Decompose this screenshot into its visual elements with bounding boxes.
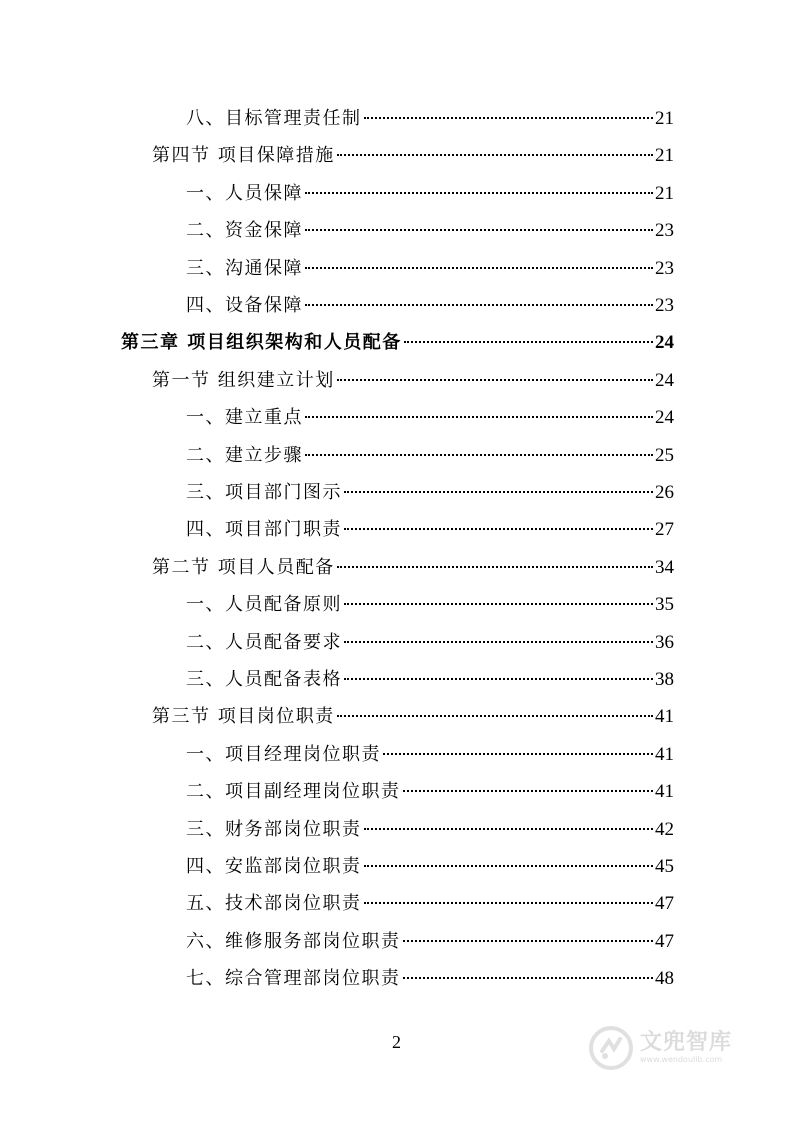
watermark [588,1022,758,1074]
toc-entry-label: 三、沟通保障 [186,257,303,279]
toc-entry[interactable] [186,631,674,655]
toc-dot-leader [404,341,653,343]
toc-entry-label: 三、财务部岗位职责 [186,818,362,840]
toc-entry-page: 47 [655,930,674,952]
toc-entry-label: 四、项目部门职责 [186,519,342,541]
toc-entry-label: 四、安监部岗位职责 [186,856,362,877]
toc-entry[interactable] [152,556,674,580]
toc-entry-label: 三、项目部门图示 [186,482,342,503]
toc-dot-leader [344,491,653,493]
toc-entry-page: 36 [655,631,674,653]
toc-entry-page: 24 [655,369,674,391]
toc-entry-page: 21 [655,182,674,204]
toc-entry[interactable] [186,818,674,842]
toc-entry-page: 24 [655,332,674,354]
toc-dot-leader [403,790,654,792]
toc-dot-leader [403,940,654,942]
toc-entry[interactable] [186,743,674,767]
toc-entry-label: 八、目标管理责任制 [186,108,362,129]
toc-entry-label: 一、建立重点 [186,407,303,429]
toc-dot-leader [305,304,653,306]
toc-entry-page: 35 [655,594,674,616]
toc-entry-label: 第三节 项目岗位职责 [152,706,335,728]
toc-entry[interactable] [186,518,674,542]
toc-entry-label: 一、人员配备原则 [186,594,342,616]
toc-dot-leader [364,902,654,904]
toc-dot-leader [364,865,654,867]
toc-entry[interactable] [186,930,674,954]
toc-dot-leader [337,566,653,568]
toc-entry[interactable] [121,331,674,355]
toc-entry-label: 第四节 项目保障措施 [152,145,335,167]
toc-entry[interactable] [186,406,674,430]
toc-entry-page: 42 [655,818,674,840]
toc-entry-page: 21 [655,145,674,167]
toc-entry-page: 23 [655,295,674,316]
toc-dot-leader [305,416,653,418]
toc-entry-label: 七、综合管理部岗位职责 [186,968,401,990]
toc-dot-leader [344,603,653,605]
toc-entry-label: 第一节 组织建立计划 [152,369,335,391]
watermark-name: 文兜智库 [640,1030,733,1055]
toc-entry-label: 二、项目副经理岗位职责 [186,781,401,803]
toc-entry[interactable] [186,257,674,281]
toc-entry-label: 三、人员配备表格 [186,669,342,690]
toc-entry-label: 第三章 项目组织架构和人员配备 [121,332,402,354]
toc-entry[interactable] [186,182,674,206]
toc-dot-leader [305,192,653,194]
toc-entry[interactable] [186,444,674,468]
toc-entry-label: 第二节 项目人员配备 [152,556,335,578]
toc-entry-page: 41 [655,743,674,765]
toc-entry-page: 25 [655,444,674,466]
toc-entry-page: 24 [655,407,674,429]
toc-entry[interactable] [186,107,674,131]
toc-entry[interactable] [186,481,674,505]
toc-dot-leader [344,641,653,643]
toc-entry-page: 27 [655,519,674,541]
toc-dot-leader [337,715,653,717]
toc-entry[interactable] [152,369,674,393]
toc-dot-leader [383,753,653,755]
toc-dot-leader [305,454,653,456]
toc-entry[interactable] [186,219,674,243]
toc-entry-label: 五、技术部岗位职责 [186,893,362,915]
watermark-url: www.wendoulib.com [640,1055,723,1064]
toc-entry-page: 34 [655,556,674,578]
toc-entry[interactable] [186,668,674,692]
toc-entry-label: 一、人员保障 [186,182,303,204]
toc-entry[interactable] [186,855,674,879]
toc-dot-leader [337,379,653,381]
page-number: 2 [392,1032,401,1052]
toc-entry[interactable] [186,593,674,617]
toc-entry-page: 47 [655,893,674,915]
toc-entry[interactable] [152,144,674,168]
toc-entry-page: 21 [655,108,674,129]
toc-entry-page: 26 [655,482,674,503]
toc-entry-label: 二、人员配备要求 [186,631,342,653]
toc-entry-label: 一、项目经理岗位职责 [186,743,381,765]
toc-dot-leader [305,267,653,269]
toc-dot-leader [364,117,654,119]
toc-entry-page: 23 [655,220,674,242]
toc-entry-label: 四、设备保障 [186,295,303,316]
toc-dot-leader [364,828,654,830]
toc-entry-label: 二、建立步骤 [186,444,303,466]
toc-entry-page: 45 [655,856,674,877]
toc-entry[interactable] [186,967,674,991]
toc-entry-page: 38 [655,669,674,690]
toc-entry-page: 23 [655,257,674,279]
toc-entry[interactable] [186,294,674,318]
toc-entry[interactable] [186,892,674,916]
toc-dot-leader [344,528,653,530]
toc-dot-leader [344,678,653,680]
watermark-logo-icon [588,1025,634,1071]
toc-entry[interactable] [152,705,674,729]
toc-entry-page: 48 [655,968,674,990]
toc-entry-label: 六、维修服务部岗位职责 [186,930,401,952]
toc-entry[interactable] [186,780,674,804]
toc-entry-page: 41 [655,706,674,728]
toc-dot-leader [305,229,653,231]
toc-dot-leader [337,154,653,156]
toc-entry-label: 二、资金保障 [186,220,303,242]
toc-entry-page: 41 [655,781,674,803]
toc-dot-leader [403,977,654,979]
